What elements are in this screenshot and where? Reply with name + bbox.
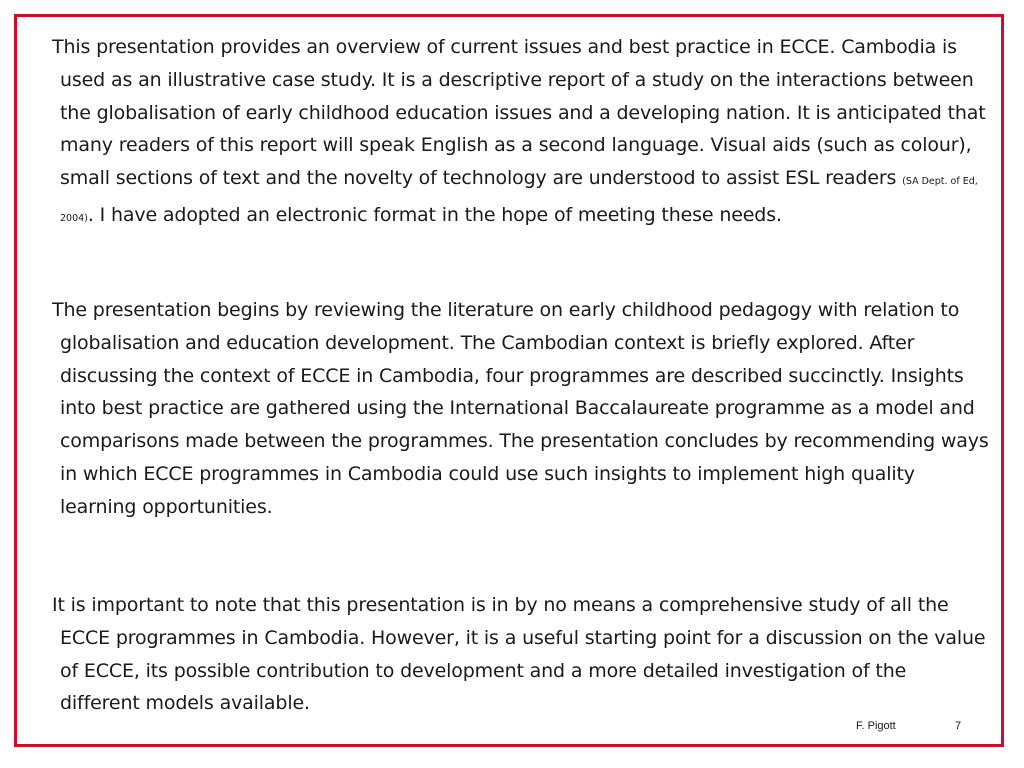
paragraph-limitations: It is important to note that this presentation is in by no means a comprehensive study of all the ECCE programmes in Cambodia. However, it is a useful starting point for a discussion on the value of ECCE, its possible contribution to development and a more detailed investigation of the different models available. [52,594,986,715]
paragraph-structure: The presentation begins by reviewing the literature on early childhood pedagogy with relation to globalisation and education development. The Cambodian context is briefly explored. After discussing the context of ECCE in Cambodia, four programmes are described succinctly. Insights into best practice are gathered using the International Baccalaureate programme as a model and comparisons made between the programmes. The presentation concludes by recommending ways in which ECCE programmes in Cambodia could use such insights to implement high quality learning opportunities. [52,299,989,518]
citation: (SA Dept. of Ed, 2004) [60,176,978,224]
page-number: 7 [955,720,962,732]
paragraph-overview-text-end: . I have adopted an electronic format in the hope of meeting these needs. [87,203,782,226]
paragraph-overview-text: This presentation provides an overview of current issues and best practice in ECCE. Cambodia is used as an illustrative case study. It is a descriptive report of a study on the interactions between the globalisation of early childhood education issues and a developing nation. It is anticipated that many readers of this report will speak English as a second language. Visual aids (such as colour), small sections of text and the novelty of technology are understood to assist ESL readers [52,36,986,190]
footer-author: F. Pigott [856,720,896,732]
paragraph-overview [52,31,990,236]
